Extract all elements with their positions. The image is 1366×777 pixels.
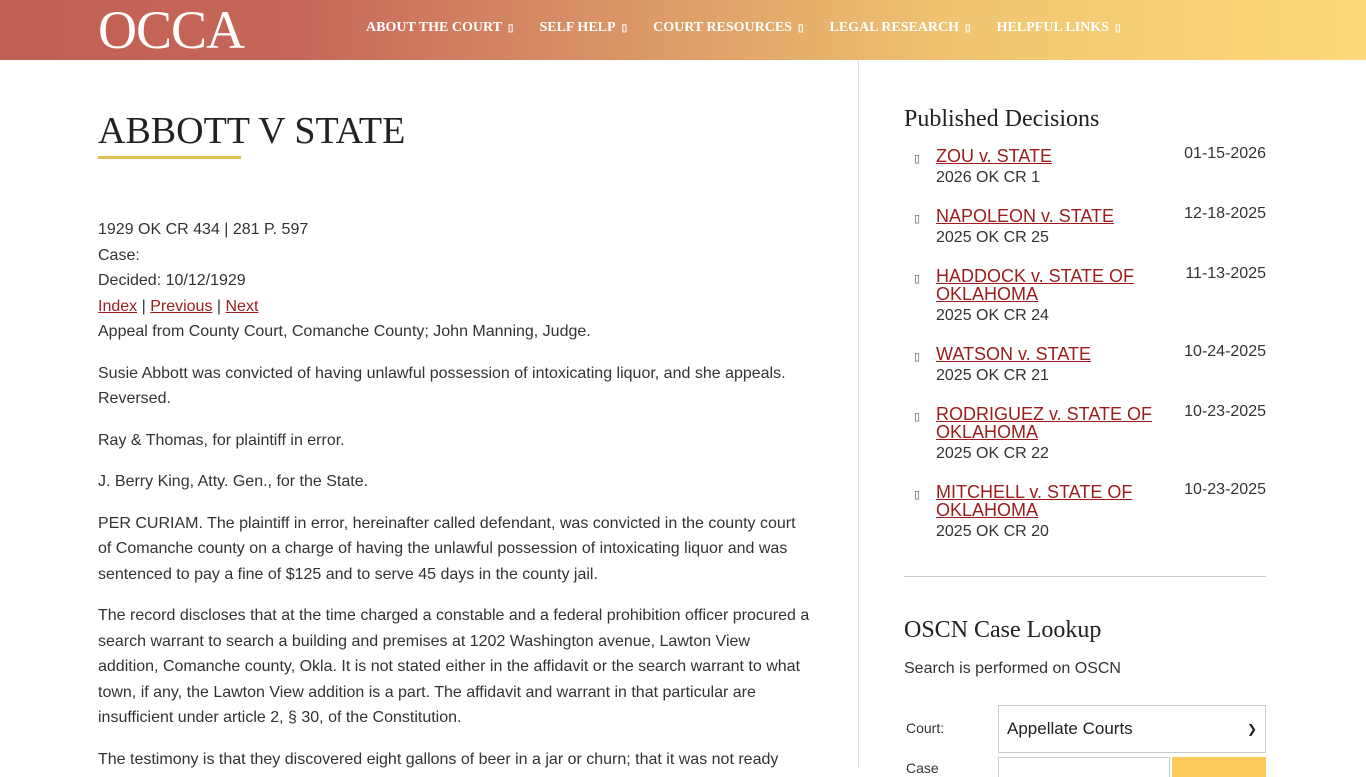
decision-date: 12-18-2025 bbox=[1184, 205, 1266, 222]
decision-citation: 2025 OK CR 25 bbox=[936, 229, 1049, 246]
decision-link[interactable]: RODRIGUEZ v. STATE OF OKLAHOMA bbox=[936, 404, 1152, 442]
decision-text bbox=[936, 267, 1166, 325]
decision-text bbox=[936, 405, 1166, 463]
case-number: Case: bbox=[98, 246, 140, 264]
case-label: Case bbox=[906, 760, 939, 776]
decision-link[interactable]: MITCHELL v. STATE OF OKLAHOMA bbox=[936, 482, 1133, 520]
decisions-list bbox=[904, 147, 1266, 541]
paragraph: The testimony is that they discovered eight gallons of beer in a jar or churn; that it was not ready bbox=[98, 750, 779, 768]
previous-link[interactable]: Previous bbox=[150, 297, 213, 315]
decision-link[interactable]: ZOU v. STATE bbox=[936, 146, 1052, 166]
paragraph: Ray & Thomas, for plaintiff in error. bbox=[98, 431, 345, 449]
chevron-down-icon: ▯ bbox=[797, 23, 804, 34]
decision-text bbox=[936, 207, 1166, 247]
decided-date: Decided: 10/12/1929 bbox=[98, 272, 246, 289]
main-content bbox=[98, 60, 813, 772]
chevron-down-icon: ▯ bbox=[507, 23, 514, 34]
decision-link[interactable]: WATSON v. STATE bbox=[936, 344, 1091, 364]
decision-item bbox=[904, 345, 1266, 385]
paragraph: Susie Abbott was convicted of having unlawful possession of intoxicating liquor, and she appeals. Reversed. bbox=[98, 364, 786, 407]
index-link[interactable]: Index bbox=[98, 297, 138, 315]
decision-citation: 2026 OK CR 1 bbox=[936, 169, 1041, 186]
lookup-note: Search is performed on OSCN bbox=[904, 660, 1121, 677]
decision-item bbox=[904, 267, 1266, 325]
paragraph: J. Berry King, Atty. Gen., for the State. bbox=[98, 473, 369, 490]
decision-text bbox=[936, 483, 1166, 541]
nav-legal-research[interactable]: LEGAL RESEARCH ▯ bbox=[829, 20, 971, 35]
decision-date: 10-23-2025 bbox=[1184, 481, 1266, 498]
site-logo[interactable]: OCCA bbox=[98, 0, 245, 60]
case-lookup-title: OSCN Case Lookup bbox=[904, 617, 1102, 643]
decision-item bbox=[904, 405, 1266, 463]
document-icon: ▯ bbox=[914, 153, 921, 165]
decision-date: 01-15-2026 bbox=[1184, 145, 1266, 162]
decision-item bbox=[904, 483, 1266, 541]
decision-citation: 2025 OK CR 22 bbox=[936, 445, 1049, 462]
court-label: Court: bbox=[906, 720, 945, 736]
page-title: ABBOTT V STATE bbox=[98, 110, 406, 152]
published-decisions-title: Published Decisions bbox=[904, 106, 1100, 132]
nav-about-the-court[interactable]: ABOUT THE COURT ▯ bbox=[366, 20, 514, 35]
decision-text bbox=[936, 147, 1166, 187]
title-underline bbox=[98, 156, 241, 159]
decision-citation: 2025 OK CR 24 bbox=[936, 307, 1049, 324]
nav-court-resources[interactable]: COURT RESOURCES ▯ bbox=[653, 20, 804, 35]
site-header bbox=[0, 0, 1366, 60]
case-nav-links: Index | Previous | Next bbox=[98, 297, 259, 315]
decision-citation: 2025 OK CR 20 bbox=[936, 523, 1049, 540]
case-input[interactable] bbox=[998, 757, 1170, 777]
case-meta bbox=[98, 217, 813, 345]
sidebar-divider bbox=[904, 576, 1266, 577]
paragraph: The record discloses that at the time charged a constable and a federal prohibition officer procured a search warrant to search a building and premises at 1202 Washington avenue, Lawton View addition, Comanche county, Okla. It is not stated either in the affidavit or the search warrant to what town, if any, the Lawton View addition is a part. The affidavit and warrant in that particular are insufficient under article 2, § 30, of the Constitution. bbox=[98, 607, 810, 726]
decision-citation: 2025 OK CR 21 bbox=[936, 367, 1049, 384]
decision-date: 10-24-2025 bbox=[1184, 343, 1266, 360]
chevron-down-icon: ▯ bbox=[621, 23, 628, 34]
main-nav bbox=[366, 20, 1121, 36]
chevron-down-icon: ❯ bbox=[1246, 722, 1257, 736]
paragraph: PER CURIAM. The plaintiff in error, hereinafter called defendant, was convicted in the county court of Comanche county on a charge of having the unlawful possession of intoxicating liquor and was sentenced to pay a fine of $125 and to serve 45 days in the county jail. bbox=[98, 514, 796, 583]
nav-self-help[interactable]: SELF HELP ▯ bbox=[539, 20, 628, 35]
document-icon: ▯ bbox=[914, 351, 921, 363]
court-select[interactable]: Appellate Courts ❯ bbox=[998, 705, 1266, 753]
next-link[interactable]: Next bbox=[225, 297, 259, 315]
document-icon: ▯ bbox=[914, 411, 921, 423]
decision-link[interactable]: NAPOLEON v. STATE bbox=[936, 206, 1115, 226]
decision-text bbox=[936, 345, 1166, 385]
document-icon: ▯ bbox=[914, 273, 921, 285]
sidebar bbox=[904, 60, 1266, 776]
decision-link[interactable]: HADDOCK v. STATE OF OKLAHOMA bbox=[936, 266, 1135, 304]
decision-item bbox=[904, 207, 1266, 247]
citation: 1929 OK CR 434 | 281 P. 597 bbox=[98, 221, 309, 238]
appeal-text: Appeal from County Court, Comanche County; John Manning, Judge. bbox=[98, 323, 591, 340]
chevron-down-icon: ▯ bbox=[965, 23, 971, 34]
document-icon: ▯ bbox=[914, 489, 921, 501]
chevron-down-icon: ▯ bbox=[1114, 23, 1121, 34]
search-button[interactable] bbox=[1172, 757, 1266, 777]
document-icon: ▯ bbox=[914, 213, 921, 225]
nav-helpful-links[interactable]: HELPFUL LINKS ▯ bbox=[996, 20, 1121, 35]
decision-date: 10-23-2025 bbox=[1184, 403, 1266, 420]
column-divider bbox=[858, 60, 859, 768]
decision-date: 11-13-2025 bbox=[1185, 265, 1266, 282]
decision-item bbox=[904, 147, 1266, 187]
